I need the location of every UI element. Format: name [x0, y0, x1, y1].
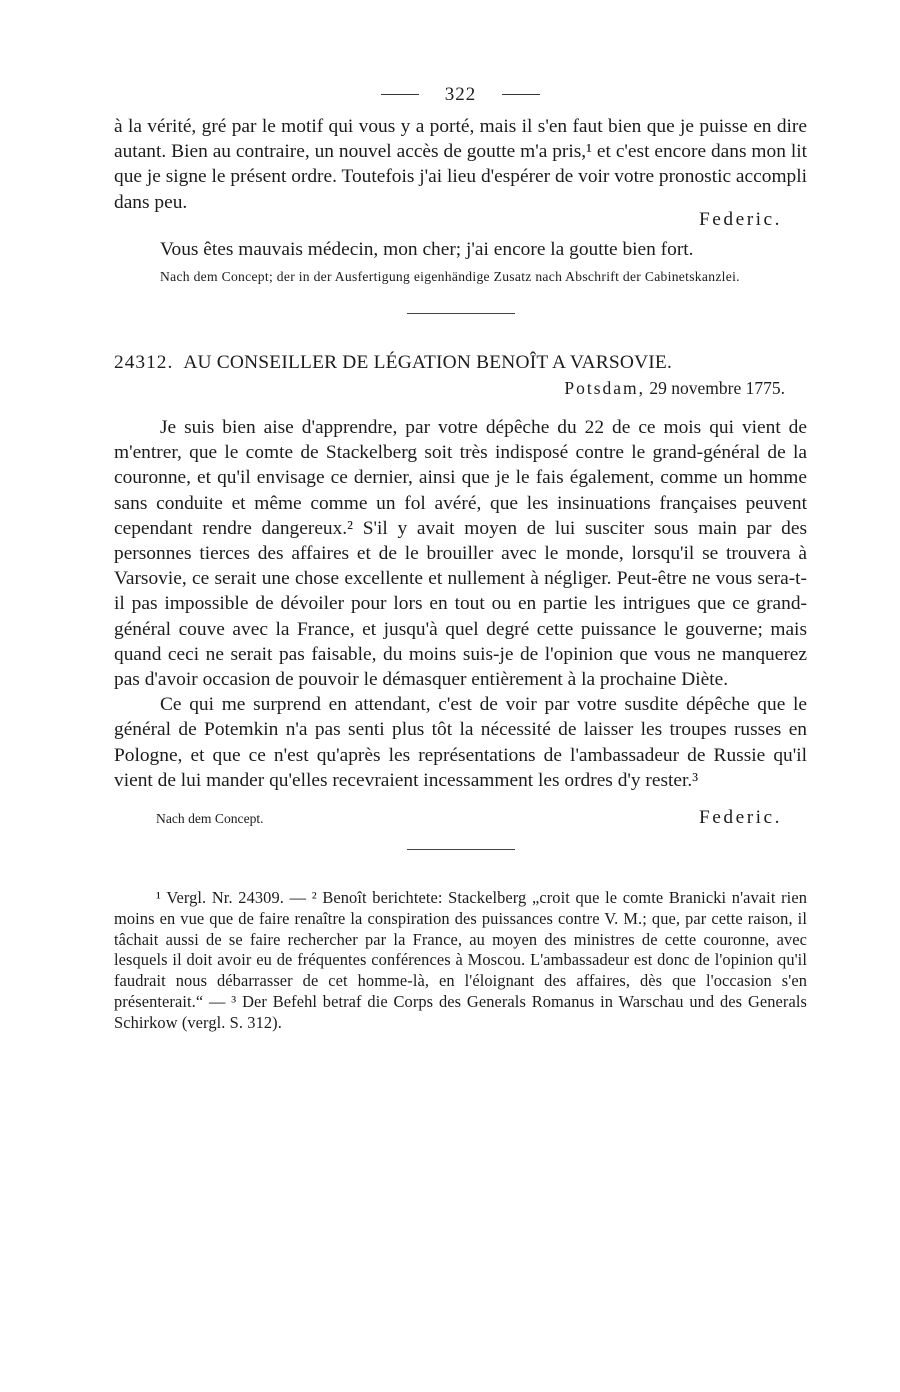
preceding-letter-source-note: Nach dem Concept; der in der Ausfertigung eigenhändige Zusatz nach Abschrift der Cabinetskanzlei. [160, 269, 740, 285]
preceding-letter-body: à la vérité, gré par le motif qui vous y a porté, mais il s'en faut bien que je puisse en dire autant. Bien au contraire, un nouvel accès de goutte m'a pris,¹ et c'est encore dans mon lit que je signe le présent ordre. Toutefois j'ai lieu d'espérer de voir votre pronostic accompli dans peu. [114, 116, 807, 213]
letter-heading [114, 352, 807, 374]
footnotes: ¹ Vergl. Nr. 24309. — ² Benoît berichtete: Stackelberg „croit que le comte Branicki n'avait rien moins en vue que de faire renaître la conspiration des puissances contre V. M.; que, par cette raison, il tâchait aussi de se faire rechercher par la France, au moyen des ministres de cette couronne, avec lesquels il doit avoir eu de fréquentes conférences à Moscou. L'ambassadeur est donc de l'opinion qu'il faudrait nous débarrasser de cet homme-là, en l'éloignant des affaires, dès que l'occasion s'en présenterait.“ — ³ Der Befehl betraf die Corps des Generals Romanus in Warschau und des Generals Schirkow (vergl. S. 312). [114, 888, 807, 1032]
letter-date: 29 novembre 1775. [649, 378, 785, 399]
page-header [114, 82, 807, 112]
letter-closing [114, 807, 807, 829]
preceding-letter-signature-row [114, 209, 807, 235]
footnote-divider [407, 849, 515, 850]
preceding-letter-postscript: Vous êtes mauvais médecin, mon cher; j'ai encore la goutte bien fort. [160, 238, 694, 260]
letter-dateline [114, 378, 785, 399]
letter-title: AU CONSEILLER DE LÉGATION BENOÎT A VARSOVIE. [183, 352, 673, 374]
header-dash-left [381, 94, 419, 95]
page-number: 322 [444, 84, 477, 105]
header-dash-right [502, 94, 540, 95]
letter-source-note: Nach dem Concept. [156, 811, 264, 827]
book-page [114, 82, 807, 1034]
letter-signature: Federic. [699, 807, 782, 829]
letter-paragraph-2: Ce qui me surprend en attendant, c'est de voir par votre susdite dépêche que le général de Potemkin n'a pas senti plus tôt la nécessité de laisser les troupes russes en Pologne, et que ce n'est qu'après les représentations de l'ambassadeur de Russie qu'il vient de lui mander qu'elles recevraient incessamment les ordres d'y rester.³ [114, 694, 807, 791]
section-divider [407, 313, 515, 314]
letter-place: Potsdam, [564, 378, 646, 399]
letter-paragraph-1: Je suis bien aise d'apprendre, par votre dépêche du 22 de ce mois qui vient de m'entrer, que le comte de Stackelberg soit très indisposé contre le grand-général de la couronne, et qu'il envisage ce dernier, ainsi que je le fais également, comme un homme sans conduite et même comme un fol avéré, que les insinuations françaises peuvent cependant rendre dangereux.² S'il y avait moyen de lui susciter sous main par des personnes tierces des affaires et de le brouiller avec le monde, lorsqu'il se trouvera à Varsovie, ce serait une chose excellente et nullement à négliger. Peut-être ne vous sera-t-il pas impossible de dévoiler pour lors en tout ou en partie les intrigues que ce grand-général couve avec la France, et jusqu'à quel degré cette puissance le gouverne; mais quand ceci ne serait pas faisable, du moins suis-je de l'opinion que vous ne manquerez pas d'avoir occasion de pouvoir le démasquer entièrement à la prochaine Diète. [114, 417, 807, 691]
preceding-letter-signature: Federic. [699, 208, 782, 230]
letter-number: 24312. [114, 352, 174, 374]
